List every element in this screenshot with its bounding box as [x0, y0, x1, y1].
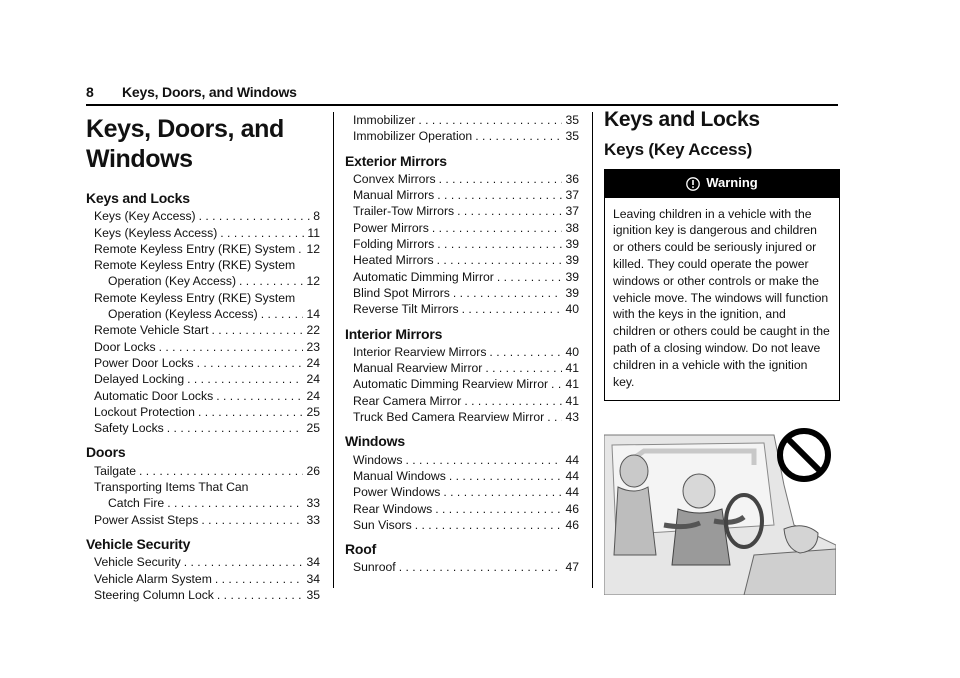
toc-entry-title: Remote Keyless Entry (RKE) System	[94, 258, 296, 273]
toc-entry-title: Keys (Key Access)	[94, 209, 196, 224]
toc-entry[interactable]	[86, 241, 320, 257]
toc-section-heading: Vehicle Security	[86, 535, 191, 552]
dot-leader	[211, 322, 303, 338]
toc-list-doors	[86, 463, 320, 528]
dot-leader	[201, 512, 303, 528]
dot-leader	[457, 203, 562, 219]
toc-entry-title: Convex Mirrors	[353, 171, 436, 186]
toc-list-keys-and-locks	[86, 208, 320, 436]
toc-entry-title: Manual Mirrors	[353, 188, 435, 203]
toc-entry-title: Rear Camera Mirror	[353, 393, 462, 408]
toc-entry-page: 43	[565, 410, 579, 425]
dot-leader	[261, 306, 304, 322]
toc-entry[interactable]	[86, 463, 320, 479]
toc-entry-title: Tailgate	[94, 463, 137, 478]
toc-entry[interactable]	[345, 128, 579, 144]
toc-entry-title: Blind Spot Mirrors	[353, 285, 450, 300]
toc-entry[interactable]	[345, 203, 579, 219]
dot-leader	[216, 388, 303, 404]
toc-entry[interactable]	[345, 452, 579, 468]
dot-leader	[489, 344, 562, 360]
toc-entry-title: Lockout Protection	[94, 404, 195, 419]
toc-entry-page: 35	[306, 587, 320, 602]
toc-entry[interactable]	[345, 360, 579, 376]
toc-entry[interactable]	[86, 479, 320, 512]
dot-leader	[139, 463, 303, 479]
toc-entry-page: 41	[565, 377, 579, 392]
warning-label: Warning	[706, 175, 758, 191]
toc-section-heading: Keys and Locks	[86, 190, 190, 206]
toc-entry-title: Power Windows	[353, 485, 441, 500]
column-divider	[592, 112, 593, 588]
toc-entry[interactable]	[345, 559, 579, 575]
toc-entry-title: Delayed Locking	[94, 372, 185, 387]
dot-leader	[239, 273, 303, 289]
toc-entry[interactable]	[86, 371, 320, 387]
dot-leader	[497, 269, 563, 285]
toc-entry-page: 46	[565, 517, 579, 532]
toc-entry-page: 33	[306, 512, 320, 527]
toc-entry[interactable]	[345, 344, 579, 360]
toc-entry[interactable]	[345, 409, 579, 425]
toc-entry-title: Trailer-Tow Mirrors	[353, 204, 455, 219]
toc-entry-title: Sun Visors	[353, 517, 412, 532]
dot-leader	[547, 409, 562, 425]
toc-entry-page: 39	[565, 285, 579, 300]
toc-entry-page: 40	[565, 344, 579, 359]
toc-entry-page: 34	[306, 555, 320, 570]
caution-triangle-icon	[686, 177, 700, 191]
toc-entry-page: 22	[306, 323, 320, 338]
toc-entry-title: Door Locks	[94, 339, 156, 354]
toc-entry-page: 12	[306, 274, 320, 289]
toc-entry[interactable]	[86, 554, 320, 570]
toc-entry-page: 37	[565, 188, 579, 203]
toc-entry-page: 39	[565, 269, 579, 284]
toc-entry[interactable]	[86, 257, 320, 290]
toc-entry-title: Vehicle Alarm System	[94, 571, 212, 586]
toc-entry-title: Automatic Dimming Rearview Mirror	[353, 377, 549, 392]
toc-entry-page: 8	[313, 209, 320, 224]
toc-entry-page: 24	[306, 372, 320, 387]
toc-entry-title-cont: Operation (Keyless Access)	[108, 307, 258, 322]
toc-entry-page: 25	[306, 404, 320, 419]
toc-list-vehicle-security	[86, 554, 320, 603]
toc-section-heading: Roof	[345, 541, 377, 558]
toc-entry[interactable]	[345, 376, 579, 392]
toc-entry-title: Reverse Tilt Mirrors	[353, 302, 459, 317]
toc-entry-title: Remote Keyless Entry (RKE) System	[94, 241, 296, 256]
toc-entry[interactable]	[86, 225, 320, 241]
toc-entry-title: Manual Rearview Mirror	[353, 361, 483, 376]
toc-column-1	[86, 112, 320, 603]
toc-entry-title: Steering Column Lock	[94, 587, 214, 602]
toc-entry[interactable]	[345, 285, 579, 301]
toc-entry[interactable]	[345, 220, 579, 236]
toc-entry-page: 24	[306, 388, 320, 403]
toc-entry[interactable]	[345, 301, 579, 317]
toc-entry[interactable]	[345, 484, 579, 500]
toc-entry-title: Immobilizer Operation	[353, 129, 473, 144]
toc-entry[interactable]	[86, 355, 320, 371]
toc-list-roof	[345, 559, 579, 575]
dot-leader	[432, 220, 563, 236]
dot-leader	[449, 468, 563, 484]
toc-entry[interactable]	[86, 571, 320, 587]
dot-leader	[439, 171, 563, 187]
toc-entry-title: Vehicle Security	[94, 555, 181, 570]
dot-leader	[418, 112, 562, 128]
toc-entry-title: Transporting Items That Can	[94, 480, 249, 495]
toc-entry-title: Interior Rearview Mirrors	[353, 344, 487, 359]
dot-leader	[475, 128, 562, 144]
toc-entry-page: 34	[306, 571, 320, 586]
dot-leader	[399, 559, 563, 575]
toc-entry[interactable]	[345, 393, 579, 409]
toc-entry[interactable]	[86, 420, 320, 436]
dot-leader	[437, 187, 562, 203]
toc-entry-title: Power Assist Steps	[94, 512, 199, 527]
toc-entry[interactable]	[86, 404, 320, 420]
column-divider	[333, 112, 334, 588]
dot-leader	[197, 355, 304, 371]
toc-entry-page: 37	[565, 204, 579, 219]
toc-entry-title-cont: Operation (Key Access)	[108, 274, 237, 289]
dot-leader	[199, 208, 311, 224]
toc-entry[interactable]	[86, 388, 320, 404]
toc-entry-page: 11	[307, 225, 320, 240]
dot-leader	[187, 371, 303, 387]
toc-entry[interactable]	[86, 512, 320, 528]
toc-entry-title: Automatic Dimming Mirror	[353, 269, 494, 284]
dot-leader	[462, 301, 563, 317]
warning-box	[604, 169, 840, 402]
toc-entry[interactable]	[345, 236, 579, 252]
toc-entry-title: Safety Locks	[94, 421, 164, 436]
warning-header	[605, 170, 839, 198]
dot-leader	[215, 571, 304, 587]
toc-section-heading: Doors	[86, 444, 126, 461]
dot-leader	[167, 495, 303, 511]
toc-entry-title: Heated Mirrors	[353, 253, 434, 268]
toc-entry-title: Folding Mirrors	[353, 237, 435, 252]
toc-section-heading: Windows	[345, 433, 405, 450]
toc-entry-page: 35	[565, 129, 579, 144]
toc-list-interior-mirrors	[345, 344, 579, 425]
toc-entry[interactable]	[86, 587, 320, 603]
dot-leader	[485, 360, 562, 376]
dot-leader	[298, 241, 303, 257]
dot-leader	[415, 517, 563, 533]
toc-entry-title: Immobilizer	[353, 113, 416, 127]
toc-entry-page: 35	[565, 113, 579, 127]
toc-list-vehicle-security-cont	[345, 112, 579, 145]
toc-entry-title: Sunroof	[353, 560, 396, 575]
toc-column-2	[345, 112, 579, 576]
toc-entry-page: 44	[565, 485, 579, 500]
dot-leader	[167, 420, 304, 436]
toc-entry[interactable]	[345, 501, 579, 517]
toc-entry-page: 44	[565, 452, 579, 467]
page-number: 8	[86, 84, 94, 100]
running-title: Keys, Doors, and Windows	[122, 84, 297, 100]
toc-entry-title: Truck Bed Camera Rearview Mirror	[353, 410, 545, 425]
toc-entry-page: 38	[565, 220, 579, 235]
dot-leader	[551, 376, 562, 392]
toc-entry-title: Keys (Keyless Access)	[94, 225, 218, 240]
dot-leader	[437, 236, 562, 252]
dot-leader	[220, 225, 304, 241]
toc-entry-page: 25	[306, 421, 320, 436]
toc-entry-title: Manual Windows	[353, 468, 446, 483]
toc-entry[interactable]	[345, 468, 579, 484]
dot-leader	[435, 501, 562, 517]
toc-entry-page: 41	[565, 361, 579, 376]
child-in-vehicle-illustration	[604, 425, 836, 595]
content-column	[604, 108, 840, 595]
toc-entry-page: 26	[306, 463, 320, 478]
toc-entry-page: 33	[306, 496, 320, 511]
chapter-title: Keys, Doors, and Windows	[86, 115, 284, 173]
dot-leader	[443, 484, 562, 500]
dot-leader	[217, 587, 304, 603]
toc-entry[interactable]	[86, 339, 320, 355]
toc-entry[interactable]	[345, 171, 579, 187]
toc-entry-page: 40	[565, 302, 579, 317]
dot-leader	[437, 252, 563, 268]
toc-entry-title: Power Door Locks	[94, 355, 194, 370]
toc-list-exterior-mirrors	[345, 171, 579, 318]
dot-leader	[159, 339, 304, 355]
toc-entry[interactable]	[345, 187, 579, 203]
dot-leader	[184, 554, 304, 570]
toc-entry-page: 39	[565, 253, 579, 268]
toc-entry-page: 44	[565, 468, 579, 483]
toc-entry-page: 23	[306, 339, 320, 354]
toc-entry-page: 39	[565, 237, 579, 252]
toc-entry-title: Remote Vehicle Start	[94, 323, 209, 338]
toc-section-heading: Exterior Mirrors	[345, 152, 447, 169]
toc-entry-page: 41	[565, 393, 579, 408]
toc-entry[interactable]	[345, 517, 579, 533]
section-title: Keys and Locks	[604, 108, 760, 131]
toc-entry-page: 12	[306, 241, 320, 256]
section-subtitle: Keys (Key Access)	[604, 140, 753, 160]
toc-entry[interactable]	[345, 252, 579, 268]
toc-section-heading: Interior Mirrors	[345, 325, 443, 342]
toc-entry[interactable]	[345, 269, 579, 285]
toc-entry-page: 47	[565, 560, 579, 575]
dot-leader	[453, 285, 563, 301]
toc-entry[interactable]	[86, 322, 320, 338]
dot-leader	[464, 393, 562, 409]
toc-entry-page: 24	[306, 355, 320, 370]
dot-leader	[198, 404, 303, 420]
toc-entry-title: Windows	[353, 452, 403, 467]
toc-entry-title: Rear Windows	[353, 501, 433, 516]
toc-entry[interactable]	[86, 290, 320, 323]
warning-text: Leaving children in a vehicle with the ignition key is dangerous and children or others could be seriously injured or killed. They could operate the power windows or other controls or make the vehicle move. The windows will function with the keys in the ignition, and children or others could be caught in the path of a closing window. Do not leave children in a vehicle with the ignition key.	[613, 206, 830, 389]
page-header	[86, 84, 838, 106]
toc-list-windows	[345, 452, 579, 533]
toc-entry[interactable]	[86, 208, 320, 224]
toc-entry-page: 36	[565, 171, 579, 186]
toc-entry-page: 46	[565, 501, 579, 516]
toc-entry-page: 14	[306, 307, 320, 322]
toc-entry-title: Automatic Door Locks	[94, 388, 214, 403]
toc-entry-title-cont: Catch Fire	[108, 496, 165, 511]
toc-entry[interactable]	[345, 112, 579, 128]
toc-entry-title: Remote Keyless Entry (RKE) System	[94, 290, 296, 305]
dot-leader	[405, 452, 562, 468]
toc-entry-title: Power Mirrors	[353, 220, 429, 235]
